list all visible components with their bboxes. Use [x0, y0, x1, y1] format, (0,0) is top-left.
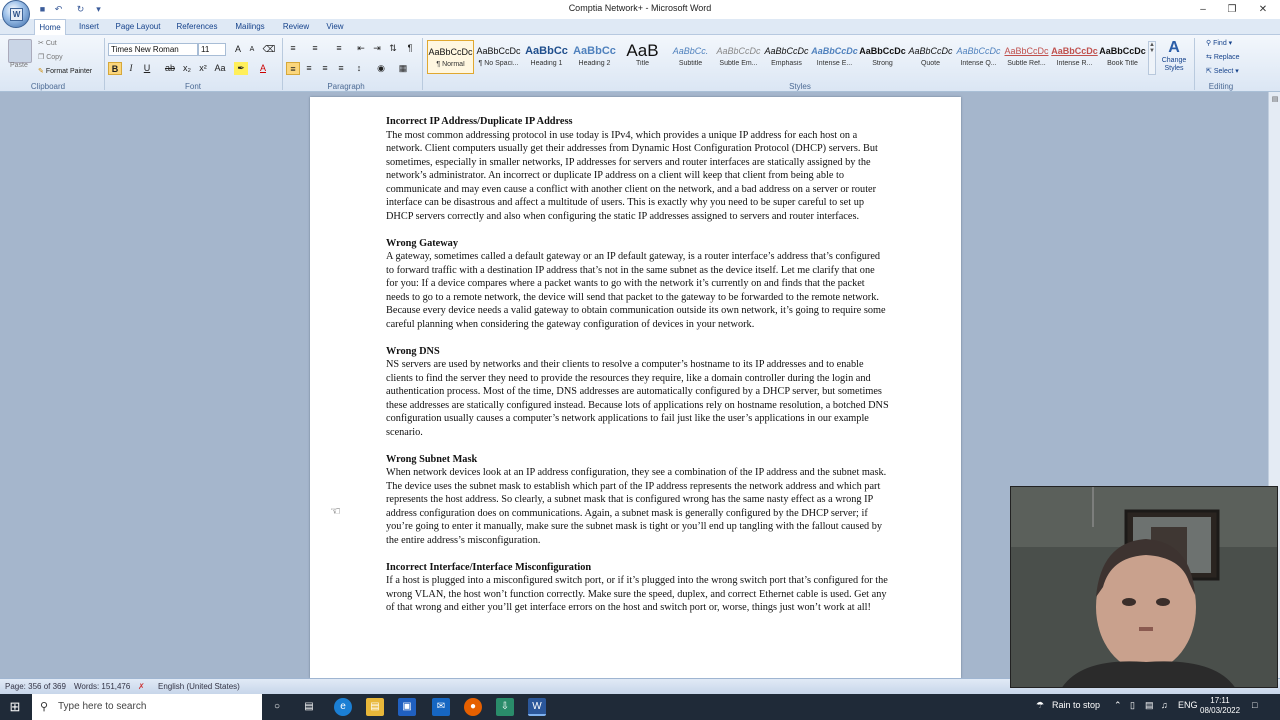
section-paragraph: A gateway, sometimes called a default gateway or an IP default gateway, is a router interface’s address that’s configured to forward traffic with a destination IP address that’s not in the same subnet as the device itself. Let me clarify that one for you: If a device compares where a packet wants to go with the network it’s currently on and finds that the packet needs to go to a remote network, the device will send that packet to the gateway to be forwarded to the remote network. Because every device needs a valid gateway to obtain communication outside its own network, it’s going to require some careful planning when considering the gateway configuration of devices in your network. [386, 251, 886, 330]
redo-icon[interactable]: ↻ [76, 4, 85, 14]
word-taskbar-icon[interactable]: W [528, 698, 546, 716]
style-name: Intense R... [1056, 60, 1093, 67]
align-left-button[interactable]: ≡ [286, 62, 300, 75]
notifications-icon[interactable]: □ [1252, 700, 1258, 710]
grow-font-icon[interactable]: A [234, 44, 241, 54]
style-item[interactable] [859, 40, 906, 74]
paste-icon[interactable] [8, 39, 32, 63]
style-item[interactable] [571, 40, 618, 74]
search-icon: ⚲ [40, 701, 49, 713]
paste-button[interactable]: Paste [10, 62, 28, 69]
group-divider [422, 38, 423, 90]
styles-scroll-icon[interactable]: ▲ ▼ [1148, 41, 1156, 75]
section-paragraph: When network devices look at an IP address configuration, they see a combination of the IP address and the subnet mask. The device uses the subnet mask to establish which part of the IP address represents the network address and which part represents the host address. So clearly, a subnet mask that is configured wrong has the same nasty effect as a wrong IP address configuration does on communications. Again, a subnet mask is generally configured by the DHCP server; if you’re going to enter it manually, make sure the subnet mask is tight or you’ll end up tangling with the fallout caused by the entire address’s misconfiguration. [386, 467, 887, 546]
section-heading: Incorrect IP Address/Duplicate IP Address [386, 116, 573, 127]
increase-indent-icon[interactable]: ⇥ [373, 43, 381, 53]
style-item[interactable] [523, 40, 570, 74]
find-button[interactable]: ⚲ Find ▾ [1206, 40, 1233, 47]
clear-format-icon[interactable]: ⌫ [262, 44, 276, 54]
ruler-toggle-icon[interactable]: ▤ [1271, 96, 1279, 103]
tray-chevron-icon[interactable]: ⌃ [1114, 700, 1122, 710]
font-group-label: Font [184, 82, 201, 91]
tab-home[interactable]: Home [34, 19, 66, 35]
group-divider [282, 38, 283, 90]
format-painter-label: Format Painter [45, 68, 93, 75]
tab-review[interactable]: Review [282, 22, 310, 31]
task-view-icon[interactable]: ▤ [304, 701, 314, 712]
format-painter-button[interactable] [38, 67, 92, 75]
section-paragraph: If a host is plugged into a misconfigured switch port, or if it’s plugged into the wrong switch port that’s configured for the wrong VLAN, the host won’t function correctly. Make sure the speed, duplex, and correct Ethernet cable is used. Get any of that wrong and either you’ll get interface errors on the host and switch port or, worse, things just won’t work at all! [386, 575, 888, 613]
section-heading: Wrong DNS [386, 345, 440, 357]
replace-label: Replace [1213, 54, 1240, 61]
style-name: ¶ Normal [436, 61, 465, 68]
taskbar-search[interactable] [32, 694, 262, 720]
copy-button[interactable]: ❐ Copy [38, 54, 63, 61]
clipboard-group-label: Clipboard [30, 82, 66, 91]
style-item[interactable] [1099, 40, 1146, 74]
style-preview: AaBbCc. [672, 46, 709, 56]
style-preview: AaBbCcDc [908, 46, 953, 56]
style-name: Intense E... [816, 60, 853, 67]
style-name: Quote [920, 60, 941, 67]
style-name: Title [636, 60, 649, 67]
style-preview: AaBbCcDc [1004, 46, 1049, 56]
style-preview: AaBbCcDc [476, 46, 521, 56]
select-label: Select [1213, 68, 1234, 75]
style-name: Subtle Ref... [1007, 60, 1046, 67]
font-size-combo[interactable] [198, 43, 226, 56]
office-logo-icon: W [10, 8, 23, 21]
style-item[interactable] [427, 40, 474, 74]
shrink-font-icon[interactable]: A [249, 46, 255, 53]
multilevel-list-icon[interactable]: ≡ [336, 43, 342, 53]
section-heading: Wrong Gateway [386, 237, 458, 249]
file-explorer-icon[interactable]: ▤ [366, 698, 384, 716]
change-styles-icon: A [1168, 39, 1180, 56]
ribbon-tabs [0, 19, 1280, 35]
search-placeholder: Type here to search [58, 701, 147, 712]
cut-button[interactable]: ✂ Cut [38, 40, 57, 47]
bold-button[interactable]: B [108, 62, 122, 75]
font-name-value: Times New Roman [111, 45, 179, 54]
styles-group-label: Styles [789, 82, 811, 91]
mouse-cursor-icon: ☜ [330, 504, 341, 518]
change-case-button[interactable]: Aa [214, 63, 226, 73]
clock-time: 17:11 [1210, 696, 1230, 705]
cortana-icon[interactable]: ○ [273, 701, 281, 712]
maximize-button[interactable]: ❐ [1227, 4, 1237, 15]
style-preview: AaBbCcDc [859, 46, 906, 56]
align-right-button[interactable]: ≡ [322, 63, 328, 73]
style-preview: AaBbCcDc [764, 46, 809, 56]
style-item[interactable] [715, 40, 762, 74]
style-item[interactable] [1003, 40, 1050, 74]
style-preview: AaBbCcDc [1051, 46, 1098, 56]
underline-button[interactable]: U [143, 63, 151, 73]
weather-text[interactable]: Rain to stop [1052, 700, 1101, 710]
center-button[interactable]: ≡ [306, 63, 312, 73]
style-item[interactable] [811, 40, 858, 74]
webcam-image [1011, 487, 1278, 688]
mail-icon[interactable]: ✉ [432, 698, 450, 716]
page-count[interactable]: Page: 356 of 369 [5, 682, 66, 691]
style-item[interactable] [907, 40, 954, 74]
weather-icon[interactable]: ☂ [1036, 700, 1045, 710]
firefox-icon[interactable]: ● [464, 698, 482, 716]
section-heading: Incorrect Interface/Interface Misconfiguration [386, 561, 592, 573]
section-paragraph: The most common addressing protocol in use today is IPv4, which provides a unique IP address for each host on a network. Client computers usually get their addresses from Dynamic Host Configuration Protocol (DHCP) servers. But sometimes, especially in smaller networks, IP addresses for servers and router interfaces are statically assigned by the network’s administrator. An incorrect or duplicate IP address on a client will keep that client from being able to communicate and may even cause a conflict with another client on the network, and a bad address on a server or router interface can be disastrous and affect a multitude of users. This is exactly why you need to be super careful to set up DHCP servers correctly and also when configuring the static IP addresses assigned to servers and router interfaces. [386, 129, 878, 222]
window-title: Comptia Network+ - Microsoft Word [568, 3, 712, 13]
app-download-icon[interactable]: ⇩ [496, 698, 514, 716]
style-preview: AaBbCcDc [956, 46, 1001, 56]
volume-icon[interactable]: ♫ [1161, 700, 1168, 710]
clock-date: 08/03/2022 [1200, 706, 1241, 715]
tab-mailings[interactable]: Mailings [235, 22, 265, 31]
font-name-combo[interactable] [108, 43, 198, 56]
ribbon [0, 35, 1280, 92]
style-name: Heading 1 [530, 60, 563, 67]
language-indicator[interactable]: English (United States) [158, 682, 240, 691]
webcam-overlay [1010, 486, 1278, 688]
network-icon[interactable]: ▤ [1145, 700, 1154, 710]
style-preview: AaBbCcDc [716, 46, 761, 56]
group-divider [104, 38, 105, 90]
show-formatting-icon[interactable]: ¶ [407, 43, 413, 53]
style-name: Strong [872, 60, 893, 67]
bullets-icon[interactable]: ≡ [290, 43, 296, 53]
undo-icon[interactable]: ↶ [54, 4, 63, 14]
document-page[interactable] [310, 97, 961, 678]
customize-qat-icon[interactable]: ▾ [96, 4, 101, 14]
replace-icon: ⇆ [1206, 54, 1212, 61]
strikethrough-button[interactable]: ab [164, 63, 175, 73]
office-button[interactable] [2, 0, 30, 28]
title-bar [0, 0, 1280, 19]
style-name: ¶ No Spaci... [478, 60, 519, 67]
style-preview: AaBbCcDc [428, 47, 473, 57]
highlight-icon[interactable]: ✒ [234, 62, 248, 75]
tab-insert[interactable]: Insert [78, 22, 99, 31]
style-preview: AaBbCcDc [811, 46, 858, 56]
tab-view[interactable]: View [326, 22, 344, 31]
line-spacing-icon[interactable]: ↕ [356, 63, 362, 73]
find-label: Find [1213, 40, 1227, 47]
justify-button[interactable]: ≡ [338, 63, 344, 73]
section-paragraph: NS servers are used by networks and their clients to resolve a computer’s hostname to its IP addresses and to enable clients to find the server they need to provide the resources they require, like a domain controller during the login and authentication process. Most of the time, DNS addresses are automatically configured by a DHCP server, but sometimes these addresses are statically configured instead. Because lots of applications rely on hostname resolution, a botched DNS configuration usually causes a computer’s network applications to fail just like the user’s applications in our example scenario. [386, 359, 889, 438]
save-icon[interactable]: ■ [39, 4, 46, 14]
microphone-icon[interactable]: ▯ [1130, 700, 1135, 710]
store-icon[interactable]: ▣ [398, 698, 416, 716]
style-preview: AaBbCcDc [1099, 46, 1146, 56]
copy-label: Copy [46, 54, 63, 61]
select-icon: ⇱ [1206, 68, 1212, 75]
decrease-indent-icon[interactable]: ⇤ [357, 43, 365, 53]
binoculars-icon: ⚲ [1206, 40, 1212, 47]
style-item[interactable] [667, 40, 714, 74]
group-divider [1194, 38, 1195, 90]
style-preview: AaB [626, 41, 659, 60]
close-button[interactable]: ✕ [1258, 4, 1268, 15]
brush-icon: ✎ [38, 68, 44, 75]
replace-button[interactable] [1206, 53, 1240, 61]
numbering-icon[interactable]: ≡ [312, 43, 318, 53]
language-tray[interactable]: ENG [1178, 700, 1198, 710]
font-color-icon[interactable]: A [259, 63, 266, 73]
word-count[interactable]: Words: 151,476 [74, 682, 131, 691]
style-item[interactable] [475, 40, 522, 74]
tab-page-layout[interactable]: Page Layout [115, 22, 161, 31]
paragraph-group-label: Paragraph [327, 82, 365, 91]
editing-group-label: Editing [1208, 82, 1234, 91]
italic-button[interactable]: I [129, 63, 133, 73]
style-name: Emphasis [771, 60, 802, 67]
subscript-button[interactable]: x₂ [183, 63, 191, 73]
minimize-button[interactable]: – [1200, 4, 1206, 15]
style-preview: AaBbCc [525, 45, 568, 57]
font-size-value: 11 [201, 45, 210, 54]
style-item[interactable] [763, 40, 810, 74]
style-name: Heading 2 [578, 60, 611, 67]
select-button[interactable]: ⇱ Select ▾ [1206, 68, 1239, 75]
style-name: Subtitle [678, 60, 703, 67]
superscript-button[interactable]: x² [199, 63, 207, 73]
style-name: Intense Q... [960, 60, 997, 67]
borders-icon[interactable]: ▦ [398, 63, 408, 73]
windows-start-icon[interactable]: ⊞ [9, 699, 21, 714]
section-heading: Wrong Subnet Mask [386, 453, 478, 465]
shading-icon[interactable]: ◉ [377, 63, 385, 73]
document-body[interactable] [386, 115, 889, 628]
sort-icon[interactable]: ⇅ [389, 43, 397, 53]
clock[interactable] [1200, 696, 1240, 716]
style-preview: AaBbCc [573, 45, 616, 57]
style-item[interactable] [619, 40, 666, 74]
taskbar [0, 694, 1280, 720]
style-item[interactable] [955, 40, 1002, 74]
proofing-icon[interactable]: ✗ [138, 682, 145, 691]
change-styles-button[interactable] [1160, 39, 1188, 73]
change-styles-label: Change Styles [1161, 57, 1187, 72]
style-item[interactable] [1051, 40, 1098, 74]
style-name: Book Title [1107, 60, 1138, 67]
cut-label: Cut [45, 40, 57, 47]
tab-references[interactable]: References [176, 22, 218, 31]
style-name: Subtle Em... [719, 60, 758, 67]
edge-icon[interactable]: e [334, 698, 352, 716]
